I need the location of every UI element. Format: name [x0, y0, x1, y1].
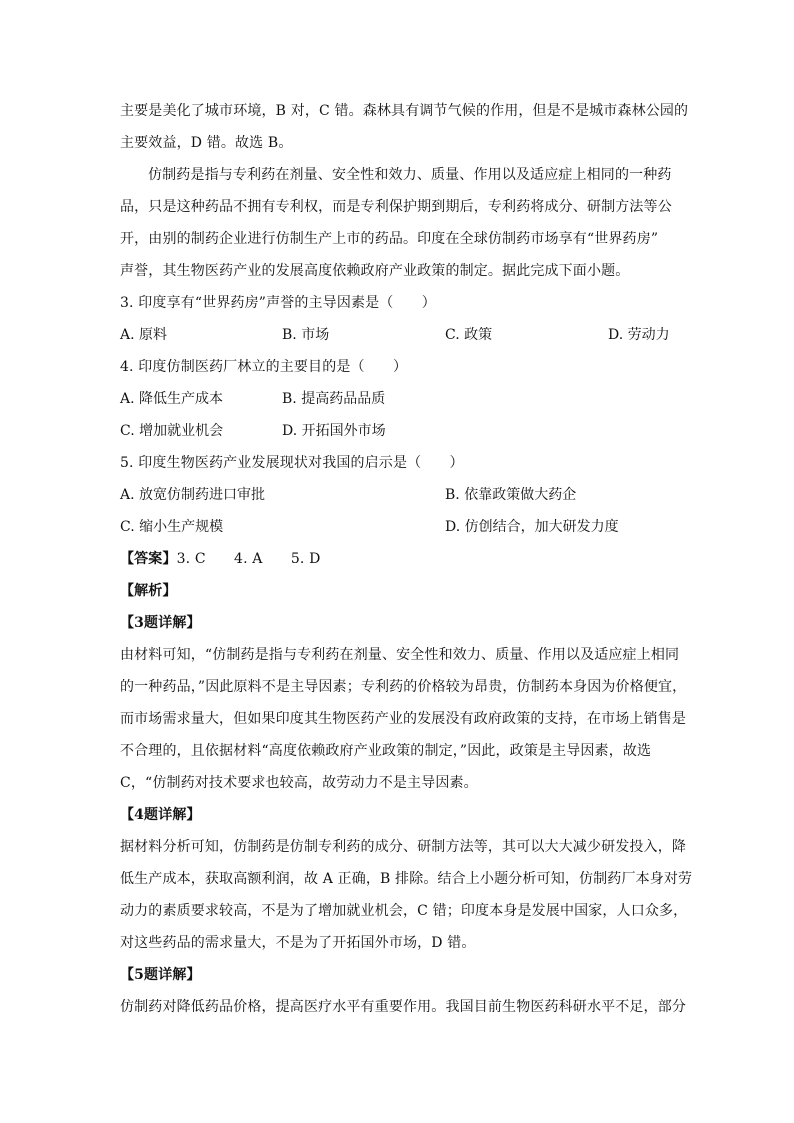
detail-3-heading: 【3题详解】	[120, 615, 201, 631]
material-line-3: 开，由别的制药企业进行仿制生产上市的药品。印度在全球仿制药市场享有“世界药房”	[120, 231, 659, 247]
detail-5-line-1: 仿制药对降低药品价格，提高医疗水平有重要作用。我国目前生物医药科研水平不足，部分	[120, 999, 686, 1015]
prev-paragraph-line-2: 主要效益，D 错。故选 B。	[120, 135, 293, 151]
question-4-option-a: A. 降低生产成本	[120, 391, 224, 407]
question-4-option-d: D. 开拓国外市场	[282, 423, 386, 439]
question-4-option-b: B. 提高药品品质	[282, 391, 386, 407]
detail-4-heading: 【4题详解】	[120, 807, 201, 823]
material-line-2: 品，只是这种药品不拥有专利权，而是专利保护期到期后，专利药将成分、研制方法等公	[120, 199, 672, 215]
question-3-stem: 3. 印度享有“世界药房”声誉的主导因素是（ ）	[120, 295, 436, 311]
material-line-1: 仿制药是指与专利药在剂量、安全性和效力、质量、作用以及适应症上相同的一种药	[148, 167, 672, 183]
question-5-option-b: B. 依靠政策做大药企	[445, 487, 577, 503]
detail-4-line-2: 低生产成本，获取高额利润，故 A 正确，B 排除。结合上小题分析可知，仿制药厂本身对劳	[120, 871, 693, 887]
detail-3-line-1: 由材料可知，“仿制药是指与专利药在剂量、安全性和效力、质量、作用以及适应症上相同	[120, 647, 680, 663]
question-3-option-a: A. 原料	[120, 327, 168, 343]
detail-3-line-3: 而市场需求量大，但如果印度其生物医药产业的发展没有政府政策的支持，在市场上销售是	[120, 711, 686, 727]
question-5-stem: 5. 印度生物医药产业发展现状对我国的启示是（ ）	[120, 455, 464, 471]
question-5-option-a: A. 放宽仿制药进口审批	[120, 487, 266, 503]
detail-4-line-4: 对这些药品的需求量大，不是为了开拓国外市场，D 错。	[120, 935, 476, 951]
detail-5-heading: 【5题详解】	[120, 967, 201, 983]
material-line-4: 声誉，其生物医药产业的发展高度依赖政府产业政策的制定。据此完成下面小题。	[120, 263, 630, 279]
question-4-option-c: C. 增加就业机会	[120, 423, 224, 439]
answer-tag: 【答案】	[120, 551, 177, 567]
question-3-option-d: D. 劳动力	[608, 327, 670, 343]
question-3-option-b: B. 市场	[282, 327, 330, 343]
detail-3-line-2: 的一种药品，”因此原料不是主导因素；专利药的价格较为昂贵，仿制药本身因为价格便宜，	[120, 679, 687, 695]
prev-paragraph-line-1: 主要是美化了城市环境，B 对，C 错。森林具有调节气候的作用，但是不是城市森林公园的	[120, 103, 689, 119]
question-5-option-d: D. 仿创结合，加大研发力度	[445, 519, 619, 535]
analysis-heading: 【解析】	[120, 583, 177, 599]
detail-4-line-3: 动力的素质要求较高，不是为了增加就业机会，C 错；印度本身是发展中国家，人口众多，	[120, 903, 688, 919]
detail-3-line-4: 不合理的，且依据材料“高度依赖政府产业政策的制定，”因此，政策是主导因素，故选	[120, 743, 652, 759]
answer-line	[120, 549, 680, 569]
answer-text: 3. C 4. A 5. D	[176, 551, 321, 567]
question-5-option-c: C. 缩小生产规模	[120, 519, 224, 535]
detail-3-line-5: C，“仿制药对技术要求也较高，故劳动力不是主导因素。	[120, 775, 478, 791]
question-3-option-c: C. 政策	[445, 327, 493, 343]
detail-4-line-1: 据材料分析可知，仿制药是仿制专利药的成分、研制方法等，其可以大大减少研发投入，降	[120, 839, 686, 855]
question-4-stem: 4. 印度仿制医药厂林立的主要目的是（ ）	[120, 359, 408, 375]
